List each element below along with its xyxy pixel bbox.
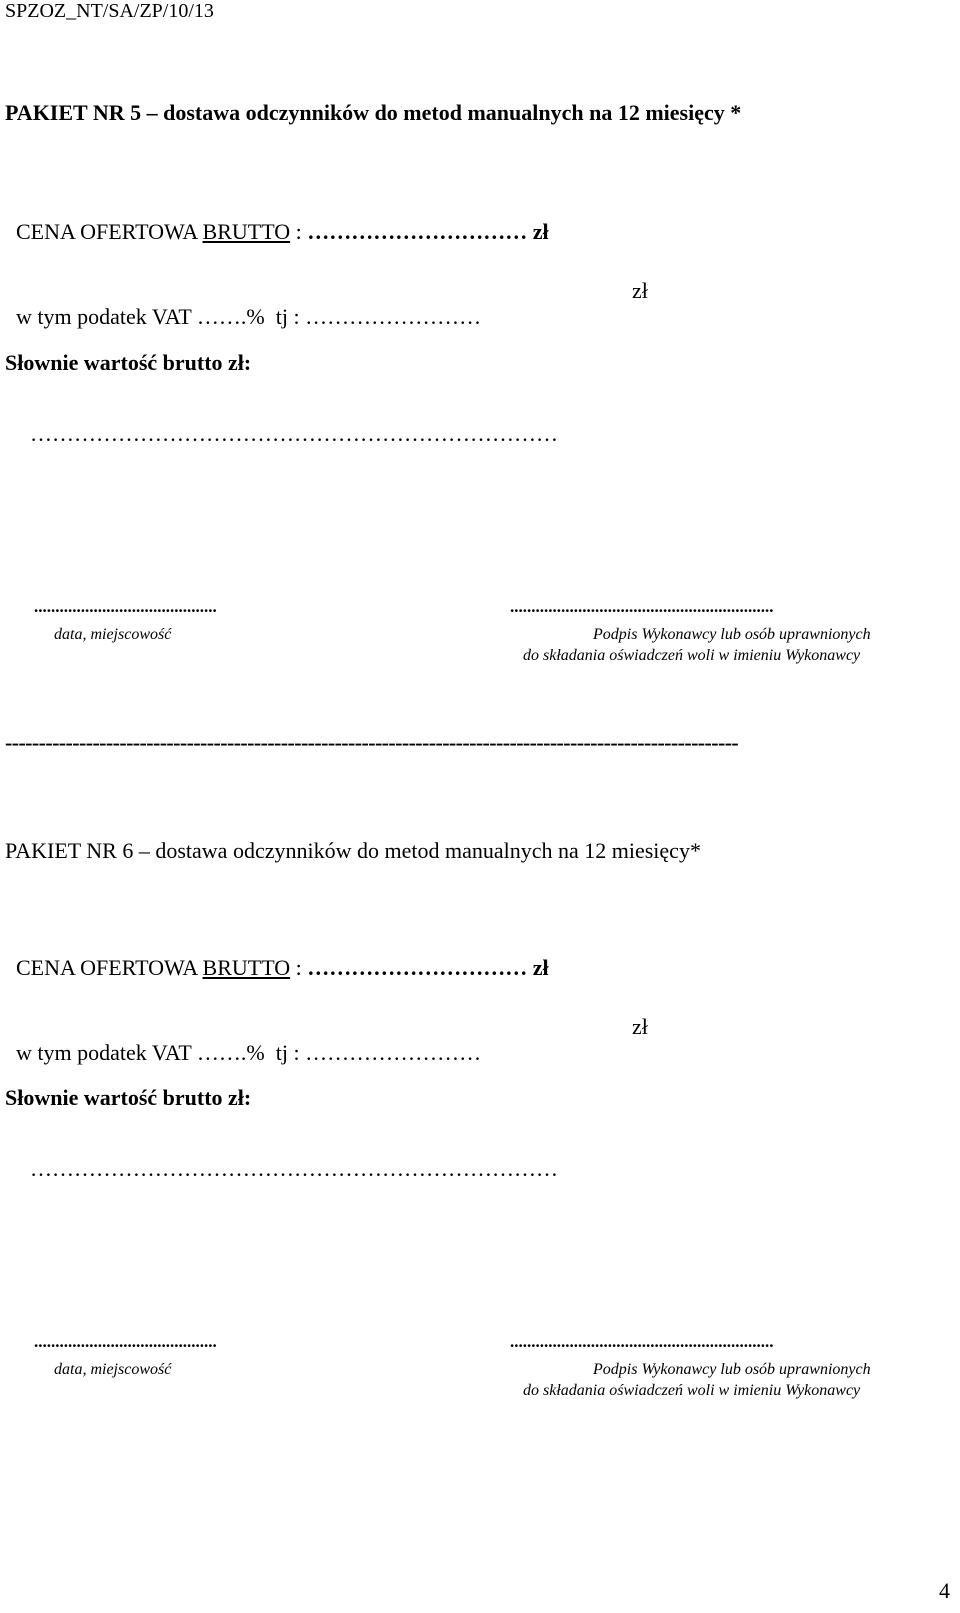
price-blank[interactable]: ………………………… (307, 219, 528, 244)
package-5-words-blank[interactable]: ……………………………………………………………… (30, 421, 558, 446)
package-6-signature-caption-2: do składania oświadczeń woli w imieniu Wykonawcy (523, 1382, 861, 1399)
price-label-brutto: BRUTTO (202, 955, 291, 980)
package-5-signature-blank[interactable]: .............................................................. (510, 597, 774, 616)
vat-label: w tym podatek VAT …….% tj : (16, 304, 306, 329)
package-6-words-blank[interactable]: ……………………………………………………………… (30, 1156, 558, 1181)
vat-currency: zł (632, 1014, 648, 1039)
package-5-signature-caption-1: Podpis Wykonawcy lub osób uprawnionych (593, 626, 871, 643)
package-5-vat-line (5, 278, 481, 330)
page-number: 4 (939, 1578, 950, 1603)
package-6-signature-blank[interactable]: .............................................................. (510, 1332, 774, 1351)
package-5-date-place-caption: data, miejscowość (54, 626, 172, 643)
package-5-signature-caption-2: do składania oświadczeń woli w imieniu Wykonawcy (523, 647, 861, 664)
price-currency: zł (527, 955, 549, 980)
package-5-title: PAKIET NR 5 – dostawa odczynników do metod manualnych na 12 miesięcy * (5, 100, 742, 125)
section-separator: ------------------------------------------------------------------------------------------------------------- (5, 730, 739, 755)
document-code: SPZOZ_NT/SA/ZP/10/13 (5, 0, 214, 22)
price-label-colon: : (290, 955, 308, 980)
vat-blank[interactable]: …………………… (305, 304, 482, 329)
package-6-title: PAKIET NR 6 – dostawa odczynników do metod manualnych na 12 miesięcy* (5, 838, 701, 863)
vat-label: w tym podatek VAT …….% tj : (16, 1040, 306, 1065)
vat-blank[interactable]: …………………… (305, 1040, 482, 1065)
package-6-signature-caption-1: Podpis Wykonawcy lub osób uprawnionych (593, 1361, 871, 1378)
price-label: CENA OFERTOWA (16, 955, 203, 980)
price-label-colon: : (290, 219, 308, 244)
package-6-date-place-caption: data, miejscowość (54, 1361, 172, 1378)
price-blank[interactable]: ………………………… (307, 955, 528, 980)
package-6-date-place-blank[interactable]: ........................................... (34, 1332, 217, 1351)
package-5-price-line (5, 193, 549, 245)
vat-currency: zł (632, 278, 648, 303)
price-label: CENA OFERTOWA (16, 219, 203, 244)
price-label-brutto: BRUTTO (202, 219, 291, 244)
package-6-vat-line (5, 1014, 481, 1066)
package-6-price-line (5, 929, 549, 981)
package-5-words-label: Słownie wartość brutto zł: (5, 350, 252, 375)
price-currency: zł (527, 219, 549, 244)
package-6-words-label: Słownie wartość brutto zł: (5, 1085, 252, 1110)
package-5-date-place-blank[interactable]: ........................................... (34, 597, 217, 616)
